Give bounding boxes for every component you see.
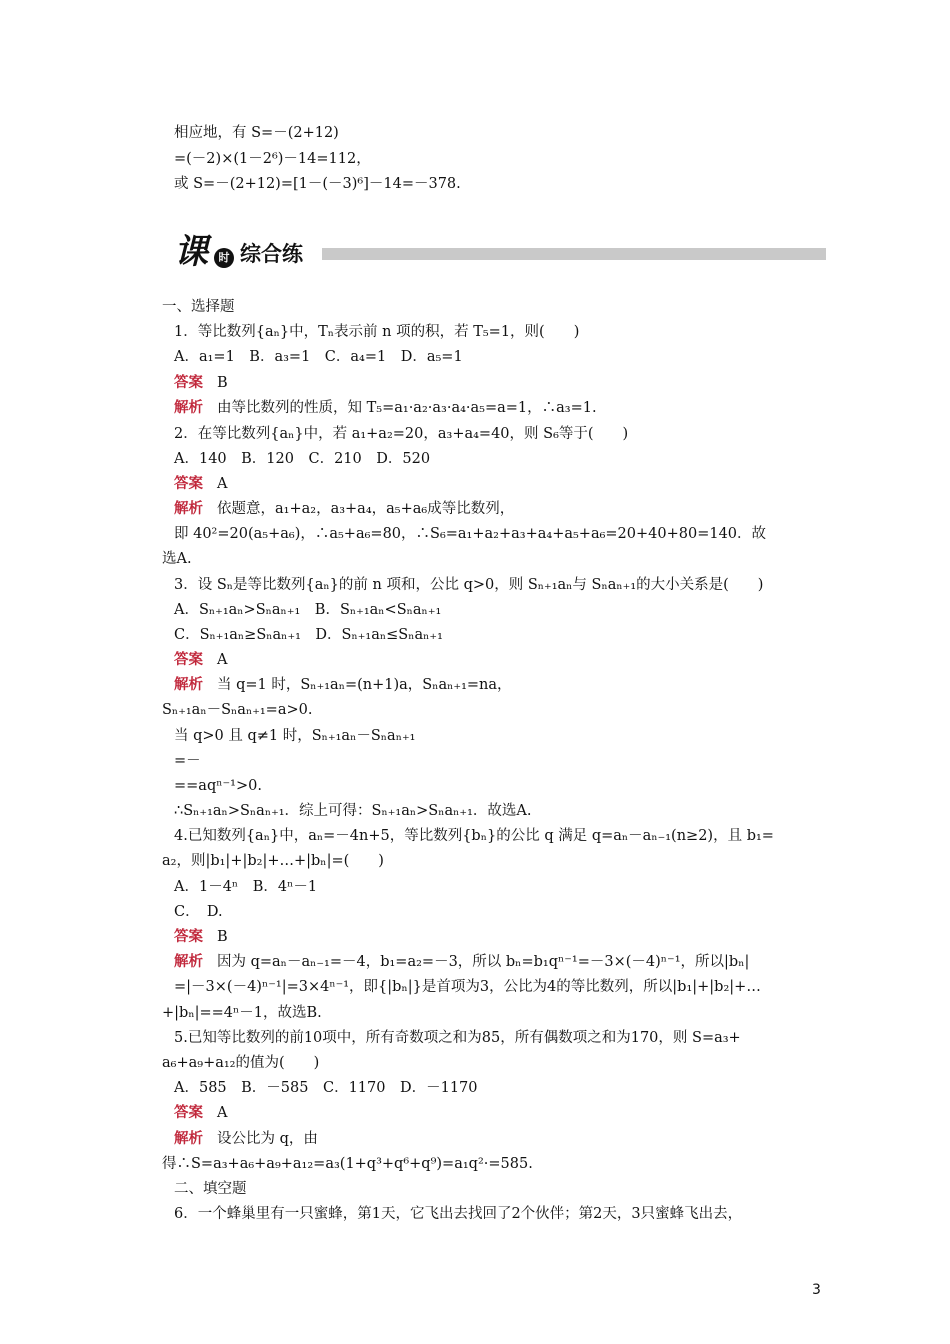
answer-tag: 答案 [174, 929, 203, 945]
line-text: 6．一个蜂巢里有一只蜜蜂，第1天，它飞出去找回了2个伙伴；第2天，3只蜜蜂飞出去， [174, 1206, 743, 1222]
line-text: 即 40²=20(a₅+a₆)，∴a₅+a₆=80，∴S₆=a₁+a₂+a₃+a₄+a₅+a₆=20+40+80=140．故 [174, 526, 767, 542]
answer-line [174, 399, 597, 417]
line-text: 3．设 Sₙ是等比数列{aₙ}的前 n 项和，公比 q>0，则 Sₙ₊₁aₙ与 Sₙaₙ₊₁的大小关系是( ) [174, 577, 764, 593]
text-line [162, 1155, 533, 1173]
text-line [174, 1029, 741, 1047]
text-line [162, 1054, 319, 1072]
answer-line [174, 475, 227, 493]
line-text: a₂，则|b₁|+|b₂|+…+|bₙ|=( ) [162, 853, 384, 869]
text-line [174, 425, 628, 443]
text-line [162, 1004, 322, 1022]
text-line [174, 777, 262, 795]
line-text: A．a₁=1 B．a₃=1 C．a₄=1 D．a₅=1 [174, 349, 463, 365]
answer-tag: 解析 [174, 1131, 203, 1147]
section-title: 综合练 [240, 242, 303, 266]
text-line [174, 1205, 742, 1223]
line-text: 依题意，a₁+a₂，a₃+a₄，a₅+a₆成等比数列， [217, 501, 515, 517]
line-text: B [217, 375, 228, 391]
line-text: C．Sₙ₊₁aₙ≥Sₙaₙ₊₁ D．Sₙ₊₁aₙ≤Sₙaₙ₊₁ [174, 627, 443, 643]
line-text: A [217, 652, 228, 668]
text-line [174, 802, 531, 820]
answer-tag: 答案 [174, 375, 203, 391]
line-text: B [217, 929, 228, 945]
line-text: 得∴S=a₃+a₆+a₉+a₁₂=a₃(1+q³+q⁶+q⁹)=a₁q²·=585. [162, 1156, 533, 1172]
line-text: =|－3×(－4)ⁿ⁻¹|=3×4ⁿ⁻¹，即{|bₙ|}是首项为3，公比为4的等比数列，所以|b₁|+|b₂|+… [174, 979, 761, 995]
answer-tag: 解析 [174, 677, 203, 693]
text-line [162, 550, 192, 568]
text-line [174, 576, 763, 594]
text-line [174, 450, 430, 468]
line-text: C． D. [174, 904, 223, 920]
text-line [174, 978, 761, 996]
text-line [174, 1079, 478, 1097]
answer-line [174, 676, 512, 694]
line-text: A [217, 1105, 228, 1121]
line-text: a₆+a₉+a₁₂的值为( ) [162, 1055, 320, 1071]
page-number: 3 [812, 1282, 821, 1298]
text-line: 相应地，有 S=－(2+12) [174, 125, 339, 141]
answer-line [174, 651, 227, 669]
text-line [174, 525, 766, 543]
answer-tag: 解析 [174, 954, 203, 970]
line-text: =－ [174, 753, 201, 769]
text-line: =(－2)×(1－2⁶)－14=112， [174, 151, 371, 167]
line-text: ∴Sₙ₊₁aₙ>Sₙaₙ₊₁．综上可得：Sₙ₊₁aₙ>Sₙaₙ₊₁．故选A. [174, 803, 532, 819]
text-line [174, 626, 443, 644]
line-text: A．585 B．－585 C．1170 D．－1170 [174, 1080, 478, 1096]
answer-tag: 答案 [174, 476, 203, 492]
line-text: Sₙ₊₁aₙ－Sₙaₙ₊₁=a>0. [162, 702, 313, 718]
text-line [162, 852, 384, 870]
text-line [174, 903, 223, 921]
text-line [174, 323, 579, 341]
line-text: 当 q>0 且 q≠1 时，Sₙ₊₁aₙ－Sₙaₙ₊₁ [174, 728, 416, 744]
text-line [174, 752, 201, 770]
text-line [174, 727, 415, 745]
answer-tag: 解析 [174, 501, 203, 517]
text-line [174, 878, 317, 896]
answer-tag: 解析 [174, 400, 203, 416]
line-text: A．140 B．120 C．210 D．520 [174, 451, 431, 467]
text-line [174, 348, 463, 366]
line-text: 4.已知数列{aₙ}中，aₙ=－4n+5，等比数列{bₙ}的公比 q 满足 q=aₙ－aₙ₋₁(n≥2)，且 b₁= [174, 828, 774, 844]
line-text: 设公比为 q，由 [217, 1131, 318, 1147]
line-text: A．1－4ⁿ B．4ⁿ－1 [174, 879, 318, 895]
line-text: A [217, 476, 228, 492]
section-logo-badge: 时 [214, 248, 234, 268]
text-line [174, 601, 441, 619]
section-divider-bar [322, 248, 826, 260]
text-line [174, 1180, 247, 1198]
answer-line [174, 1104, 227, 1122]
answer-tag: 答案 [174, 1105, 203, 1121]
text-line [162, 701, 312, 719]
text-line [162, 298, 235, 316]
line-text: 由等比数列的性质，知 T₅=a₁·a₂·a₃·a₄·a₅=a=1，∴a₃=1. [217, 400, 597, 416]
line-text: 一、选择题 [162, 299, 235, 315]
answer-line [174, 1130, 318, 1148]
line-text: A．Sₙ₊₁aₙ>Sₙaₙ₊₁ B．Sₙ₊₁aₙ<Sₙaₙ₊₁ [174, 602, 442, 618]
line-text: 当 q=1 时，Sₙ₊₁aₙ=(n+1)a，Sₙaₙ₊₁=na， [217, 677, 512, 693]
text-line [174, 827, 774, 845]
line-text: 因为 q=aₙ－aₙ₋₁=－4，b₁=a₂=－3，所以 bₙ=b₁qⁿ⁻¹=－3×(－4)ⁿ⁻¹，所以|bₙ| [217, 954, 750, 970]
answer-line [174, 374, 228, 392]
line-text: 二、填空题 [174, 1181, 247, 1197]
section-header [174, 232, 826, 276]
line-text: 1．等比数列{aₙ}中，Tₙ表示前 n 项的积，若 T₅=1，则( ) [174, 324, 580, 340]
line-text: 5.已知等比数列的前10项中，所有奇数项之和为85，所有偶数项之和为170，则 S=a₃+ [174, 1030, 741, 1046]
text-line: 或 S=－(2+12)=[1－(－3)⁶]－14=－378. [174, 176, 461, 192]
answer-line [174, 953, 749, 971]
line-text: ==aqⁿ⁻¹>0. [174, 778, 262, 794]
line-text: 选A. [162, 551, 192, 567]
answer-tag: 答案 [174, 652, 203, 668]
answer-line [174, 500, 514, 518]
section-logo-icon: 课 [174, 232, 208, 272]
line-text: +|bₙ|==4ⁿ－1，故选B. [162, 1005, 322, 1021]
line-text: 2．在等比数列{aₙ}中，若 a₁+a₂=20，a₃+a₄=40，则 S₆等于( ) [174, 426, 629, 442]
answer-line [174, 928, 228, 946]
